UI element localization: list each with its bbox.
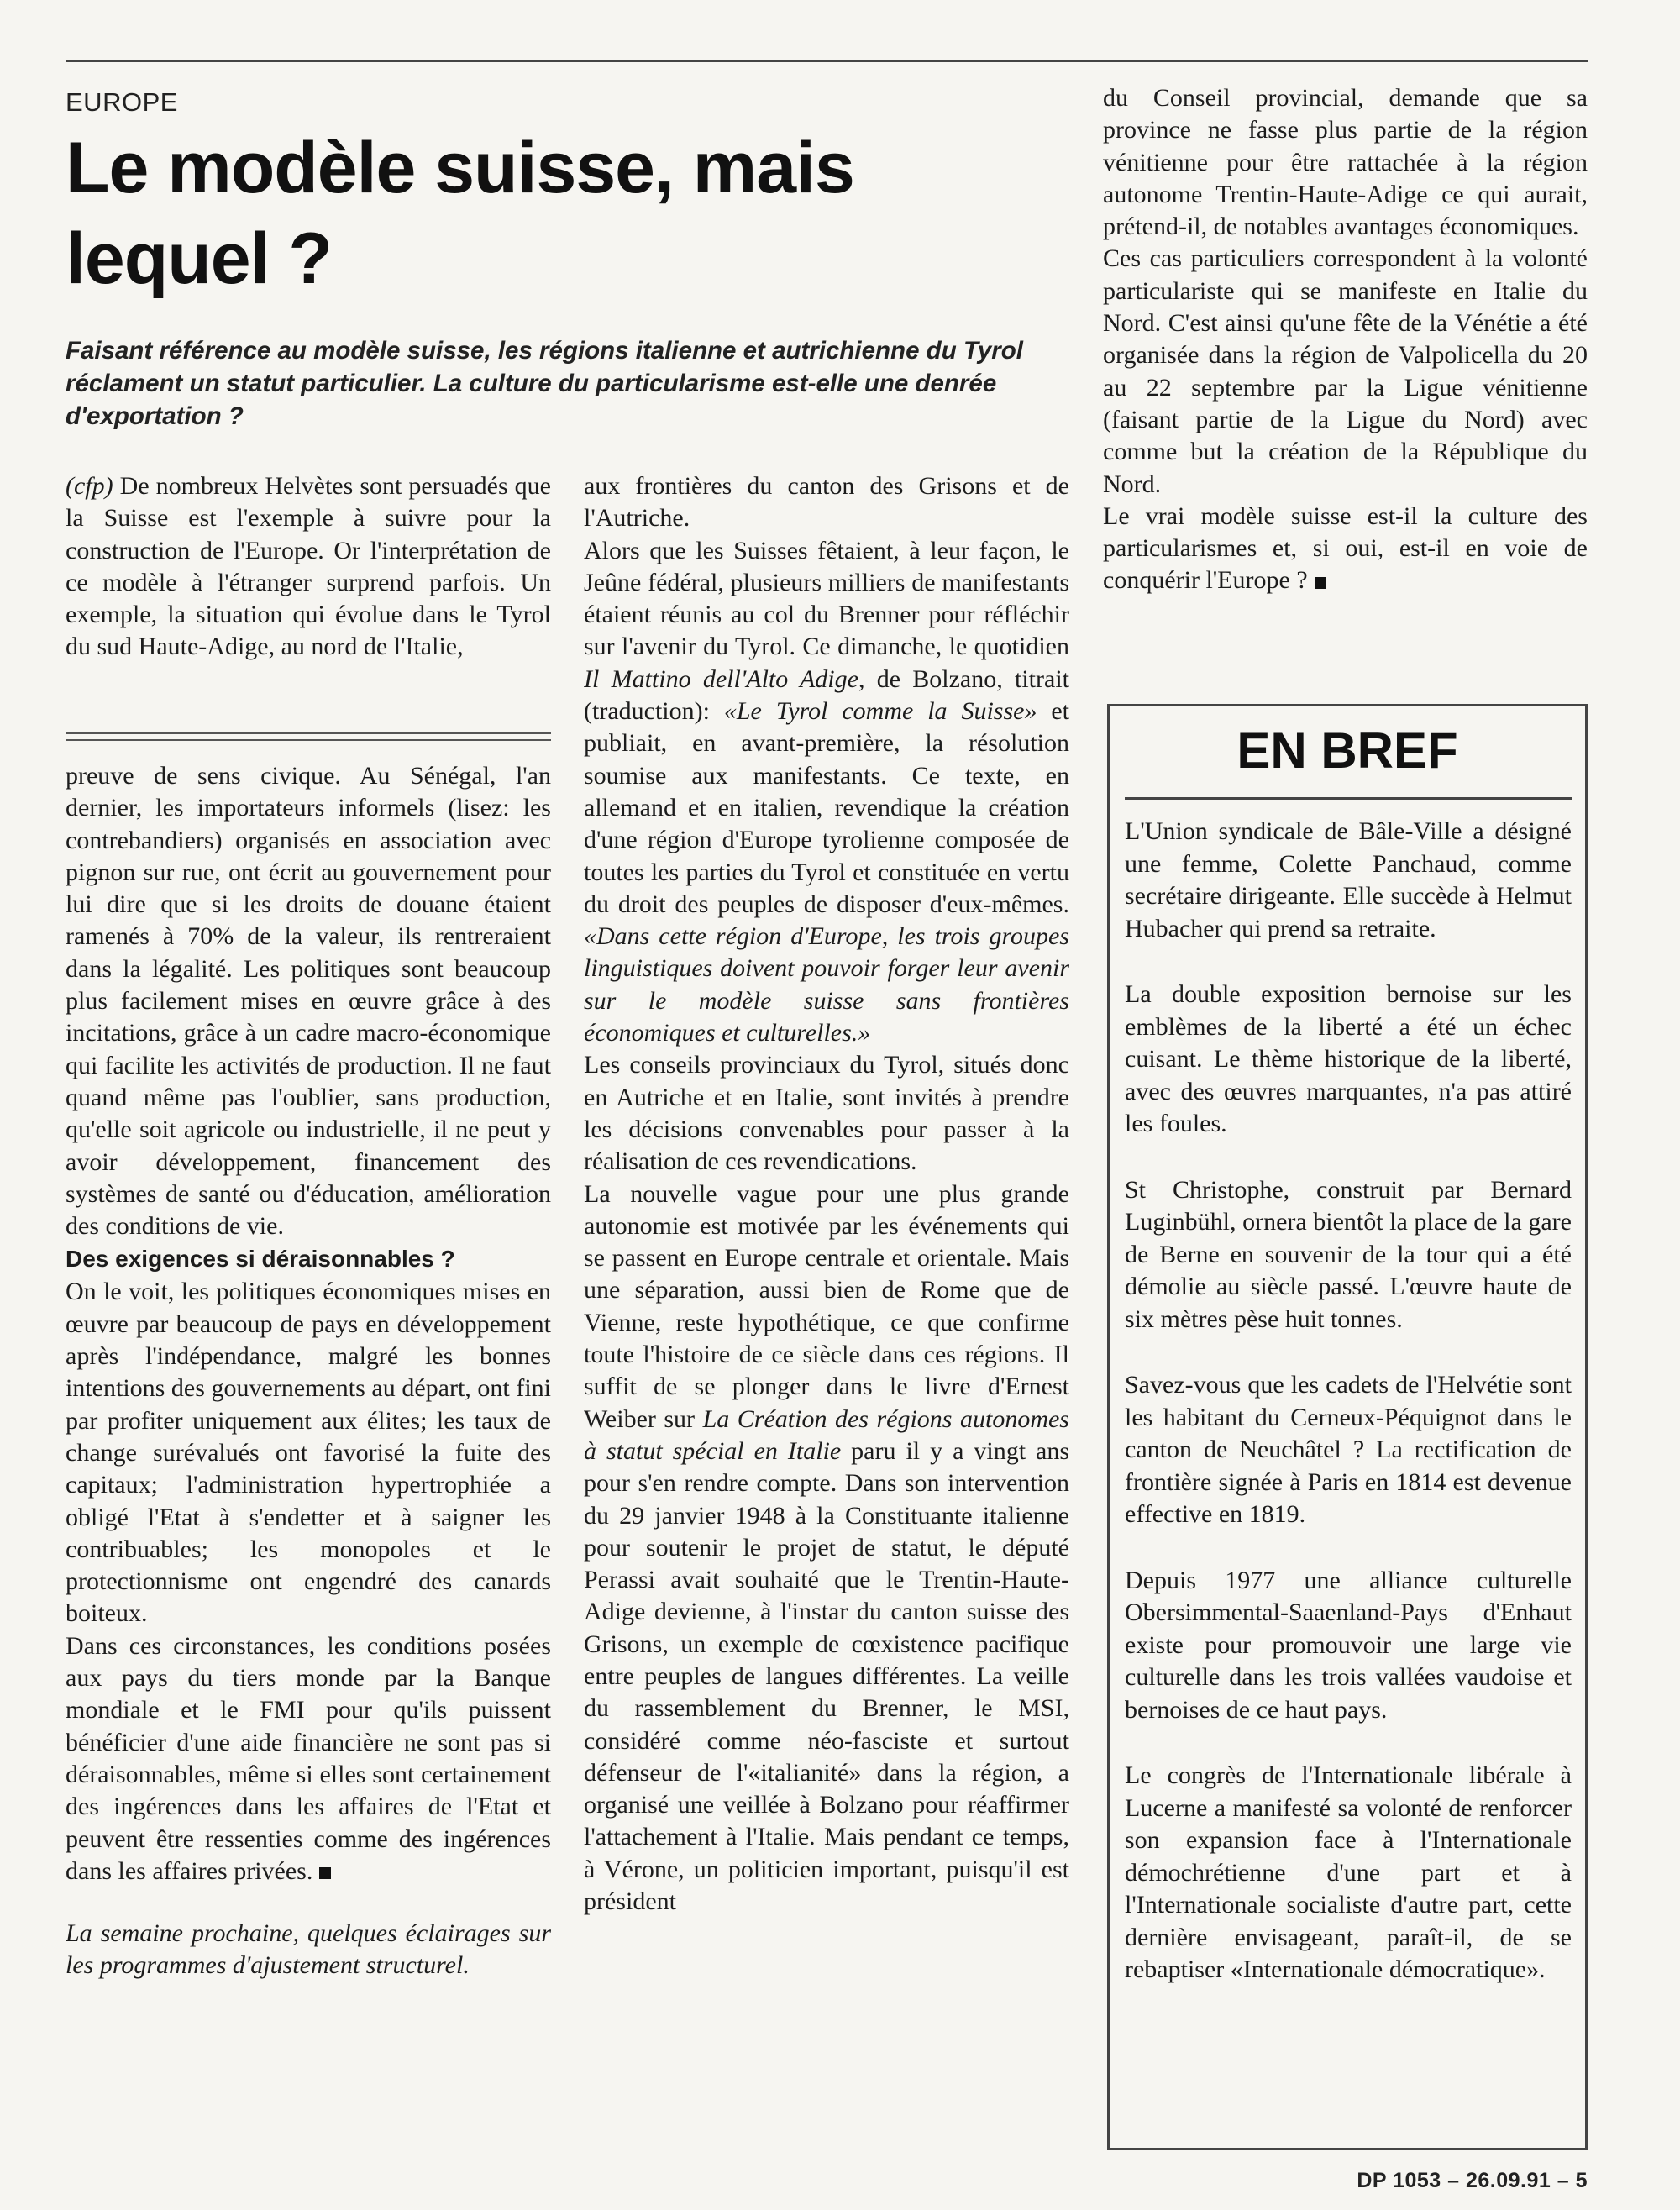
brief-item: L'Union syndicale de Bâle-Ville a désigné une femme, Colette Panchaud, comme secrétaire dirigeante. Elle succède à Helmut Hubacher qui prend sa retraite. [1125,817,1572,942]
paragraph: aux frontières du canton des Grisons et de l'Autriche. [584,472,1069,533]
brief-item: Le congrès de l'Internationale libérale à Lucerne a manifesté sa volonté de renforcer son expansion face à l'Internationale démochrétienne d'une part et à l'Internationale socialiste d'autre part, cette dernière envisageant, paraît-il, de se rebaptiser «Internationale démocratique». [1125,1761,1572,1983]
article-column-1-top [66,470,551,697]
paragraph: preuve de sens civique. Au Sénégal, l'an dernier, les importateurs informels (lisez: les contrebandiers) organisés en association avec pignon sur rue, ont écrit au gouvernement pour lui dire que si les droits de douane étaient ramenés à 70% de la valeur, ils rentreraient dans la légalité. Les politiques sont beaucoup plus facilement mises en œuvre grâce à des incitations, grâce à un cadre macro-économique qui facilite les activités de production. Il ne faut quand même pas l'oublier, sans production, qu'elle soit agricole ou industrielle, il ne peut y avoir développement, financement des systèmes de santé ou d'éducation, amélioration des conditions de vie. [66,762,551,1241]
paragraph-text: Alors que les Suisses fêtaient, à leur façon, le Jeûne fédéral, plusieurs milliers de manifestants étaient réunis au col du Brenner pour réfléchir sur l'avenir du Tyrol. Ce dimanche, le quotidien [584,536,1069,661]
en-bref-title: EN BREF [1236,722,1458,779]
paragraph: Les conseils provinciaux du Tyrol, situés donc en Autriche et en Italie, sont invités à prendre les décisions convenables pour passer à la réalisation de ces revendications. [584,1051,1069,1176]
brief-item: Depuis 1977 une alliance culturelle Obersimmental-Saaenland-Pays d'Enhaut existe pour promouvoir une large vie culturelle dans les trois vallées vaudoise et bernoises de ce haut pays. [1125,1566,1572,1724]
paragraph [584,535,1069,1050]
lede: Faisant référence au modèle suisse, les régions italienne et autrichienne du Tyrol réclament un statut particulier. La culture du particularisme est-elle une denrée d'exportation ? [66,337,1023,430]
paragraph [1103,501,1588,597]
article-column-3 [1103,82,1588,662]
top-rule [66,60,1588,62]
page-folio: DP 1053 – 26.09.91 – 5 [1357,2169,1588,2192]
paragraph: Ces cas particuliers correspondent à la volonté particulariste qui se manifeste en Italie du Nord. C'est ainsi qu'une fête de la Vénétie a été organisée dans la région de Valpolicella du 20 au 22 septembre par la Ligue vénitienne (faisant partie de la Ligue du Nord) avec comme but la création de la République du Nord. [1103,244,1588,498]
headline-quote: «Le Tyrol comme la Suisse» [723,697,1037,726]
headline: Le modèle suisse, mais lequel ? [66,128,854,299]
end-of-article-mark [319,1867,331,1879]
en-bref-rule [1125,797,1572,800]
author-initials: (cfp) [66,472,113,500]
book-title: La Création des régions autonomes à statut spécial en Italie [584,1404,1069,1465]
subheading: Des exigences si déraisonnables ? [66,1246,455,1273]
column-separator-rule [66,732,551,741]
resolution-quote: «Dans cette région d'Europe, les trois groupes linguistiques doivent pouvoir forger leur avenir sur le modèle suisse sans frontières économiques et culturelles.» [584,922,1069,1047]
intro-text: De nombreux Helvètes sont persuadés que la Suisse est l'exemple à suivre pour la construction de l'Europe. Or l'interprétation de ce modèle à l'étranger surprend parfois. Un exemple, la situation qui évolue dans le Tyrol du sud Haute-Adige, au nord de l'Italie, [66,472,551,661]
brief-item: St Christophe, construit par Bernard Luginbühl, ornera bientôt la place de la gare de Berne en souvenir de la tour qui a été démolie au siècle passé. L'œuvre haute de six mètres pèse huit tonnes. [1125,1175,1572,1333]
brief-item: La double exposition bernoise sur les emblèmes de la liberté a été un échec cuisant. Le thème historique de la liberté, avec des œuvres marquantes, n'a pas attiré les foules. [1125,980,1572,1137]
paragraph-text: et publiait, en avant-première, la résolution soumise aux manifestants. Ce texte, en allemand et en italien, revendique la création d'une région d'Europe tyrolienne composée de toutes les parties du Tyrol et constituée en vertu du droit des peuples de disposer d'eux-mêmes. [584,697,1069,918]
paragraph: du Conseil provincial, demande que sa province ne fasse plus partie de la région vénitienne pour être rattachée à la région autonome Trentin-Haute-Adige ce qui aurait, prétend-il, de notables avantages économiques. [1103,84,1588,241]
section-label: EUROPE [66,87,178,117]
brief-item: Savez-vous que les cadets de l'Helvétie sont les habitant du Cerneux-Péquignot dans le canton de Neuchâtel ? La rectification de frontière signée à Paris en 1814 est devenue effective en 1819. [1125,1371,1572,1528]
article-intro-paragraph [66,470,551,664]
article-column-1-bottom [66,760,551,2138]
paragraph-text: Dans ces circonstances, les conditions posées aux pays du tiers monde par la Banque mondiale et le FMI pour qu'ils puissent bénéficier d'une aide financière ne sont pas si déraisonnables, même si elles sont certainement des ingérences dans les affaires de l'Etat et peuvent être ressenties comme des ingérences dans les affaires privées. [66,1631,551,1885]
paragraph-text: Le vrai modèle suisse est-il la culture des particularismes et, si oui, est-il en voie de conquérir l'Europe ? [1103,501,1588,595]
newspaper-title: Il Mattino dell'Alto Adige [584,664,858,693]
paragraph: On le voit, les politiques économiques mises en œuvre par beaucoup de pays en développement après l'indépendance, malgré les bonnes intentions des gouvernements au départ, ont fini par profiter uniquement aux élites; les taux de change surévalués ont favorisé la fuite des capitaux; l'administration hypertrophiée a obligé l'Etat à s'endetter et à saigner les contribuables; les monopoles et le protectionnisme ont engendré des canards boiteux. [66,1278,551,1628]
paragraph-text: La nouvelle vague pour une plus grande autonomie est motivée par les événements qui se passent en Europe centrale et orientale. Mais une séparation, aussi bien de Rome que de Vienne, reste hypothétique, ce que confirme toute l'histoire de ce siècle dans ces régions. Il suffit de se plonger dans le livre d'Ernest Weiber sur [584,1179,1069,1433]
paragraph [584,1178,1069,1919]
next-week-teaser: La semaine prochaine, quelques éclairages sur les programmes d'ajustement structurel. [66,1919,551,1980]
end-of-article-mark [1315,577,1326,589]
article-column-2 [584,470,1069,2138]
paragraph-text: paru il y a vingt ans pour s'en rendre compte. Dans son intervention du 29 janvier 1948 à la Constituante italienne pour soutenir le projet de statut, le député Perassi avait souhaité que le Trentin-Haute-Adige devienne, à l'instar du canton suisse des Grisons, un exemple de cœxistence pacifique entre peuples de langues différentes. La veille du rassemblement du Brenner, le MSI, considéré comme néo-fasciste et surtout défenseur de l'«italianité» dans la région, a organisé une veillée à Bolzano pour réaffirmer l'attachement à l'Italie. Mais pendant ce temps, à Vérone, un politicien important, puisqu'il est président [584,1436,1069,1916]
en-bref-items [1125,816,1572,2020]
en-bref-box [1107,704,1588,2150]
paragraph-text: , de Bolzano, titrait (traduction): [584,664,1069,726]
paragraph [66,1630,551,1887]
